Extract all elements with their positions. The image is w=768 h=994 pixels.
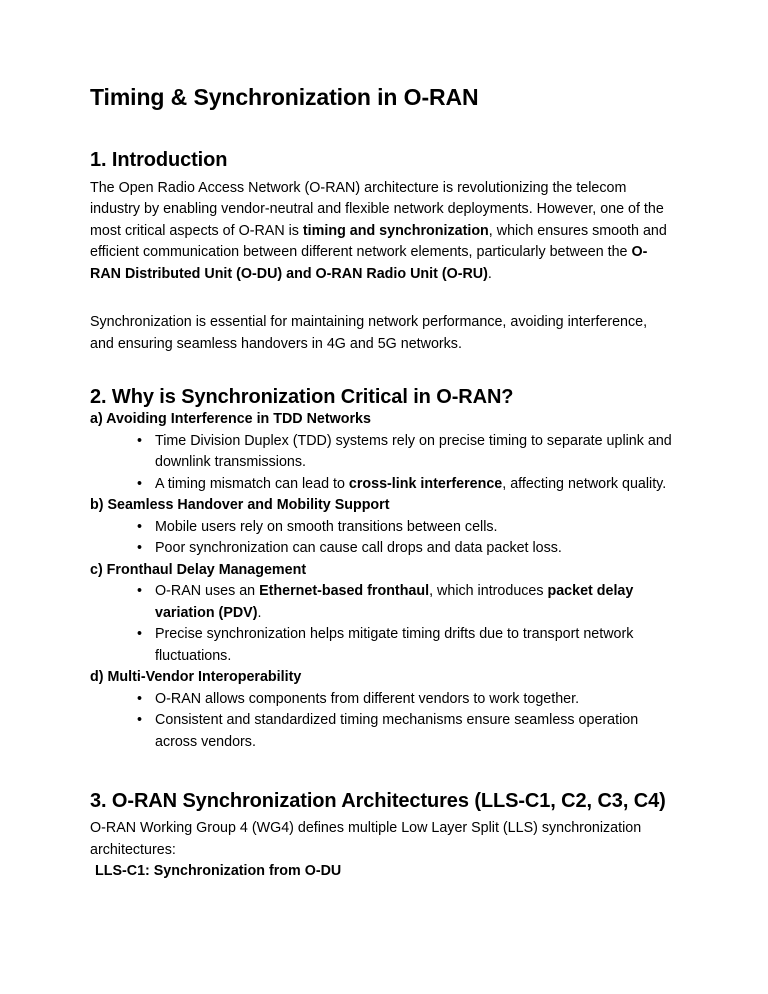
document-title: Timing & Synchronization in O-RAN bbox=[90, 84, 479, 110]
section-heading-introduction: 1. Introduction bbox=[90, 148, 228, 171]
spacer bbox=[90, 753, 674, 789]
subsection-label-b: b) Seamless Handover and Mobility Support bbox=[90, 497, 390, 514]
section3-intro-paragraph: O-RAN Working Group 4 (WG4) defines multiple Low Layer Split (LLS) synchronization architectures: bbox=[90, 820, 642, 858]
spacer bbox=[90, 355, 674, 385]
list-item: • O-RAN uses an Ethernet-based fronthaul, which introduces packet delay variation (PDV). bbox=[137, 581, 674, 624]
section-heading-synchronization-architectures: 3. O-RAN Synchronization Architectures (LLS-C1, C2, C3, C4) bbox=[90, 790, 666, 813]
bullet-list-a bbox=[90, 431, 674, 496]
subsection-label-a: a) Avoiding Interference in TDD Networks bbox=[90, 411, 371, 428]
list-item: • Precise synchronization helps mitigate timing drifts due to transport network fluctuations. bbox=[137, 624, 674, 667]
subsection-label-d: d) Multi-Vendor Interoperability bbox=[90, 669, 302, 686]
introduction-paragraph-2: Synchronization is essential for maintaining network performance, avoiding interference, and ensuring seamless handovers in 4G and 5G networks. bbox=[90, 314, 648, 352]
list-item: • Time Division Duplex (TDD) systems rely on precise timing to separate uplink and downlink transmissions. bbox=[137, 431, 674, 474]
subsection-label-c: c) Fronthaul Delay Management bbox=[90, 561, 307, 578]
section-heading-why-synchronization-critical: 2. Why is Synchronization Critical in O-RAN? bbox=[90, 386, 514, 409]
list-item: • O-RAN allows components from different vendors to work together. bbox=[137, 689, 674, 711]
bullet-list-d bbox=[90, 689, 674, 754]
spacer bbox=[90, 285, 674, 306]
list-item: • Poor synchronization can cause call drops and data packet loss. bbox=[137, 538, 674, 560]
list-item: • Mobile users rely on smooth transitions between cells. bbox=[137, 517, 674, 539]
spacer bbox=[90, 112, 674, 148]
introduction-paragraph-1: The Open Radio Access Network (O-RAN) architecture is revolutionizing the telecom industry by enabling vendor-neutral and flexible network deployments. However, one of the most critical aspects of O-RAN is timing and synchronization, which ensures smooth and efficient communication between different network elements, particularly between the O-RAN Distributed Unit (O-DU) and O-RAN Radio Unit (O-RU). bbox=[90, 179, 667, 282]
bullet-list-c bbox=[90, 581, 674, 667]
lls-c1-item: LLS-C1: Synchronization from O-DU bbox=[95, 863, 342, 880]
list-item: • Consistent and standardized timing mechanisms ensure seamless operation across vendors. bbox=[137, 710, 674, 753]
bullet-list-b bbox=[90, 517, 674, 560]
list-item: • A timing mismatch can lead to cross-link interference, affecting network quality. bbox=[137, 474, 674, 496]
